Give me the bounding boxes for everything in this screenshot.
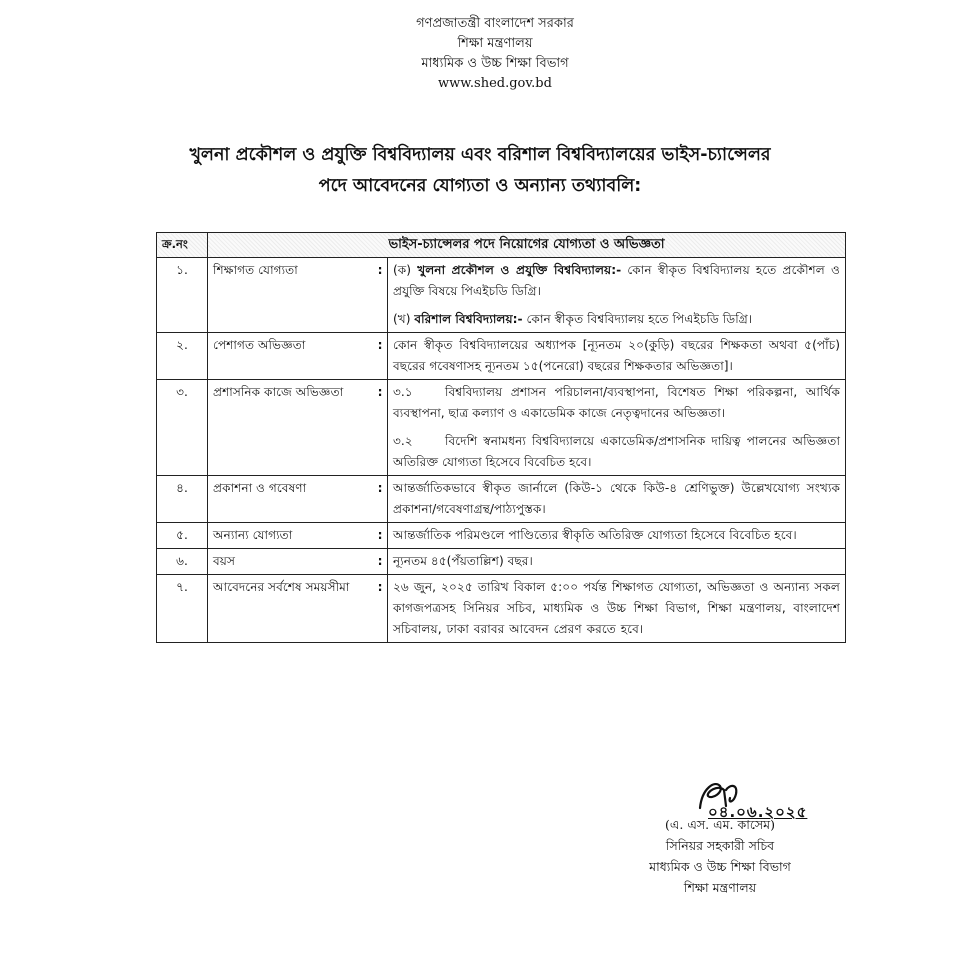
colon-separator: : bbox=[373, 575, 388, 643]
sub-item-number: ৩.২ bbox=[393, 434, 413, 448]
table-row bbox=[157, 549, 846, 575]
table-row bbox=[157, 333, 846, 380]
detail-text: কোন স্বীকৃত বিশ্ববিদ্যালয় হতে পিএইচডি ডিগ্রি। bbox=[522, 312, 753, 326]
government-name: গণপ্রজাতন্ত্রী বাংলাদেশ সরকার bbox=[416, 16, 574, 31]
signatory-designation: সিনিয়র সহকারী সচিব bbox=[665, 838, 775, 853]
detail-paragraph bbox=[393, 382, 840, 424]
colon-separator: : bbox=[373, 258, 388, 333]
detail-paragraph bbox=[393, 431, 840, 473]
detail-paragraph bbox=[393, 309, 840, 330]
row-detail: আন্তর্জাতিক পরিমণ্ডলে পাণ্ডিত্যের স্বীকৃতি অতিরিক্ত যোগ্যতা হিসেবে বিবেচিত হবে। bbox=[388, 523, 846, 549]
table-row bbox=[157, 258, 846, 333]
row-serial: ৬. bbox=[157, 549, 208, 575]
signature-block bbox=[600, 778, 840, 898]
university-name: বরিশাল বিশ্ববিদ্যালয়:- bbox=[414, 312, 523, 326]
table-header-row bbox=[157, 233, 846, 258]
detail-text: বিদেশি স্বনামধন্য বিশ্ববিদ্যালয়ে একাডেমিক/প্রশাসনিক দায়িত্ব পালনের অভিজ্ঞতা অতিরিক্ত যোগ্যতা হিসেবে বিবেচিত হবে। bbox=[393, 434, 840, 469]
table-row bbox=[157, 380, 846, 476]
row-detail: কোন স্বীকৃত বিশ্ববিদ্যালয়ের অধ্যাপক [ন্যূনতম ২০(কুড়ি) বছরের শিক্ষকতা অথবা ৫(পাঁচ) বছরের গবেষণাসহ ন্যূনতম ১৫(পনেরো) বছরের শিক্ষকতার অভিজ্ঞতা]। bbox=[388, 333, 846, 380]
signatory-ministry: শিক্ষা মন্ত্রণালয় bbox=[683, 880, 757, 895]
signature-date: ০৪.০৬.২০২৫ bbox=[708, 803, 808, 821]
row-label: অন্যান্য যোগ্যতা bbox=[208, 523, 374, 549]
row-label: প্রকাশনা ও গবেষণা bbox=[208, 476, 374, 523]
colon-separator: : bbox=[373, 549, 388, 575]
signatory-department: মাধ্যমিক ও উচ্চ শিক্ষা বিভাগ bbox=[649, 859, 791, 874]
sub-item-number: ৩.১ bbox=[393, 385, 413, 399]
detail-text: বিশ্ববিদ্যালয় প্রশাসন পরিচালনা/ব্যবস্থাপনা, বিশেষত শিক্ষা পরিকল্পনা, আর্থিক ব্যবস্থাপনা, ছাত্র কল্যাণ ও একাডেমিক কাজে নেতৃত্বদানের অভিজ্ঞতা। bbox=[393, 385, 840, 420]
colon-separator: : bbox=[373, 380, 388, 476]
letterhead bbox=[30, 14, 960, 94]
title-line-2: পদে আবেদনের যোগ্যতা ও অন্যান্য তথ্যাবলি: bbox=[318, 176, 642, 196]
row-detail bbox=[388, 575, 846, 643]
colon-separator: : bbox=[373, 523, 388, 549]
row-label: আবেদনের সর্বশেষ সময়সীমা bbox=[208, 575, 374, 643]
signatory-name: (এ. এস. এম. কাসেম) bbox=[665, 817, 775, 832]
row-serial: ৪. bbox=[157, 476, 208, 523]
row-detail bbox=[388, 380, 846, 476]
colon-separator: : bbox=[373, 333, 388, 380]
eligibility-table bbox=[156, 232, 846, 643]
row-detail: ন্যূনতম ৪৫(পঁয়তাল্লিশ) বছর। bbox=[388, 549, 846, 575]
signature-mark bbox=[600, 778, 840, 821]
serial-header: ক্র.নং bbox=[157, 233, 208, 258]
notice-title bbox=[80, 140, 880, 202]
row-label: পেশাগত অভিজ্ঞতা bbox=[208, 333, 374, 380]
item-prefix: (খ) bbox=[393, 312, 415, 326]
detail-text: কোন স্বীকৃত বিশ্ববিদ্যালয় হতে প্রকৌশল ও প্রযুক্তি বিষয়ে পিএইচডি ডিগ্রি। bbox=[393, 263, 840, 298]
row-serial: ৩. bbox=[157, 380, 208, 476]
detail-paragraph bbox=[393, 260, 840, 302]
division-name: মাধ্যমিক ও উচ্চ শিক্ষা বিভাগ bbox=[421, 56, 569, 71]
row-label: বয়স bbox=[208, 549, 374, 575]
university-name: খুলনা প্রকৌশল ও প্রযুক্তি বিশ্ববিদ্যালয়:- bbox=[417, 263, 622, 277]
row-detail: আন্তর্জাতিকভাবে স্বীকৃত জার্নালে (কিউ-১ থেকে কিউ-৪ শ্রেণিভুক্ত) উল্লেখযোগ্য সংখ্যক প্রকাশনা/গবেষণাগ্রন্থ/পাঠ্যপুস্তক। bbox=[388, 476, 846, 523]
ministry-name: শিক্ষা মন্ত্রণালয় bbox=[457, 36, 533, 51]
row-serial: ১. bbox=[157, 258, 208, 333]
title-line-1: খুলনা প্রকৌশল ও প্রযুক্তি বিশ্ববিদ্যালয় এবং বরিশাল বিশ্ববিদ্যালয়ের ভাইস-চ্যান্সেলর bbox=[189, 145, 771, 165]
table-row bbox=[157, 523, 846, 549]
row-detail bbox=[388, 258, 846, 333]
row-serial: ২. bbox=[157, 333, 208, 380]
item-prefix: (ক) bbox=[393, 263, 418, 277]
table-row bbox=[157, 575, 846, 643]
row-label: প্রশাসনিক কাজে অভিজ্ঞতা bbox=[208, 380, 374, 476]
colon-separator: : bbox=[373, 476, 388, 523]
row-serial: ৫. bbox=[157, 523, 208, 549]
table-heading: ভাইস-চ্যান্সেলর পদে নিয়োগের যোগ্যতা ও অভিজ্ঞতা bbox=[208, 233, 846, 258]
table-row bbox=[157, 476, 846, 523]
detail-paragraph: ২৬ জুন, ২০২৫ তারিখ বিকাল ৫:০০ পর্যন্ত শিক্ষাগত যোগ্যতা, অভিজ্ঞতা ও অন্যান্য সকল কাগজপত্রসহ সিনিয়র সচিব, মাধ্যমিক ও উচ্চ শিক্ষা বিভাগ, শিক্ষা মন্ত্রণালয়, বাংলাদেশ সচিবালয়, ঢাকা বরাবর আবেদন প্রেরণ করতে হবে। bbox=[393, 580, 840, 636]
row-serial: ৭. bbox=[157, 575, 208, 643]
website-url[interactable]: www.shed.gov.bd bbox=[438, 76, 552, 91]
row-label: শিক্ষাগত যোগ্যতা bbox=[208, 258, 374, 333]
